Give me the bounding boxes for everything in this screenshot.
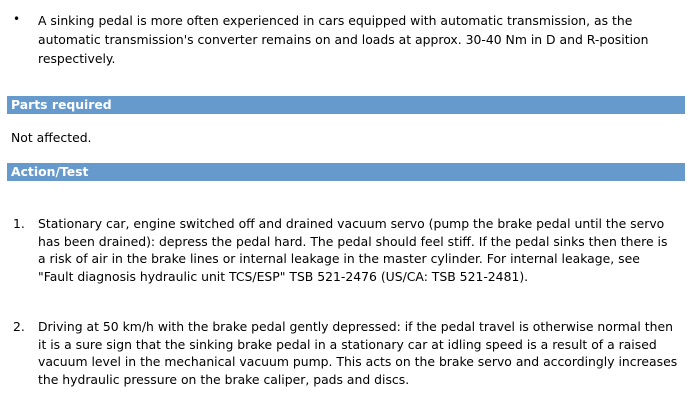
bullet-marker: • bbox=[13, 12, 21, 26]
step-number: 1. bbox=[13, 216, 25, 231]
step-number: 2. bbox=[13, 319, 25, 334]
step-text: Driving at 50 km/h with the brake pedal gently depressed: if the pedal travel is otherwise normal then it is a sure sign that the sinking brake pedal in a stationary car at idling speed is a result of a raised vacuum level in the mechanical vacuum pump. This acts on the brake servo and accordingly increases the hydraulic pressure on the brake caliper, pads and discs. bbox=[38, 319, 678, 387]
parts-required-header: Parts required bbox=[7, 96, 685, 114]
step-text: Stationary car, engine switched off and drained vacuum servo (pump the brake pedal until the servo has been drained): depress the pedal hard. The pedal should feel stiff. If the pedal sinks then there is a risk of air in the brake lines or internal leakage in the master cylinder. For internal leakage, see "Fault diagnosis hydraulic unit TCS/ESP" TSB 521-2476 (US/CA: TSB 521-2481). bbox=[38, 216, 668, 284]
parts-required-text: Not affected. bbox=[11, 130, 92, 145]
intro-bullet-text: A sinking pedal is more often experienced in cars equipped with automatic transmission, as the automatic transmission's converter remains on and loads at approx. 30-40 Nm in D and R-position respectively. bbox=[38, 13, 649, 66]
action-test-header: Action/Test bbox=[7, 163, 685, 181]
